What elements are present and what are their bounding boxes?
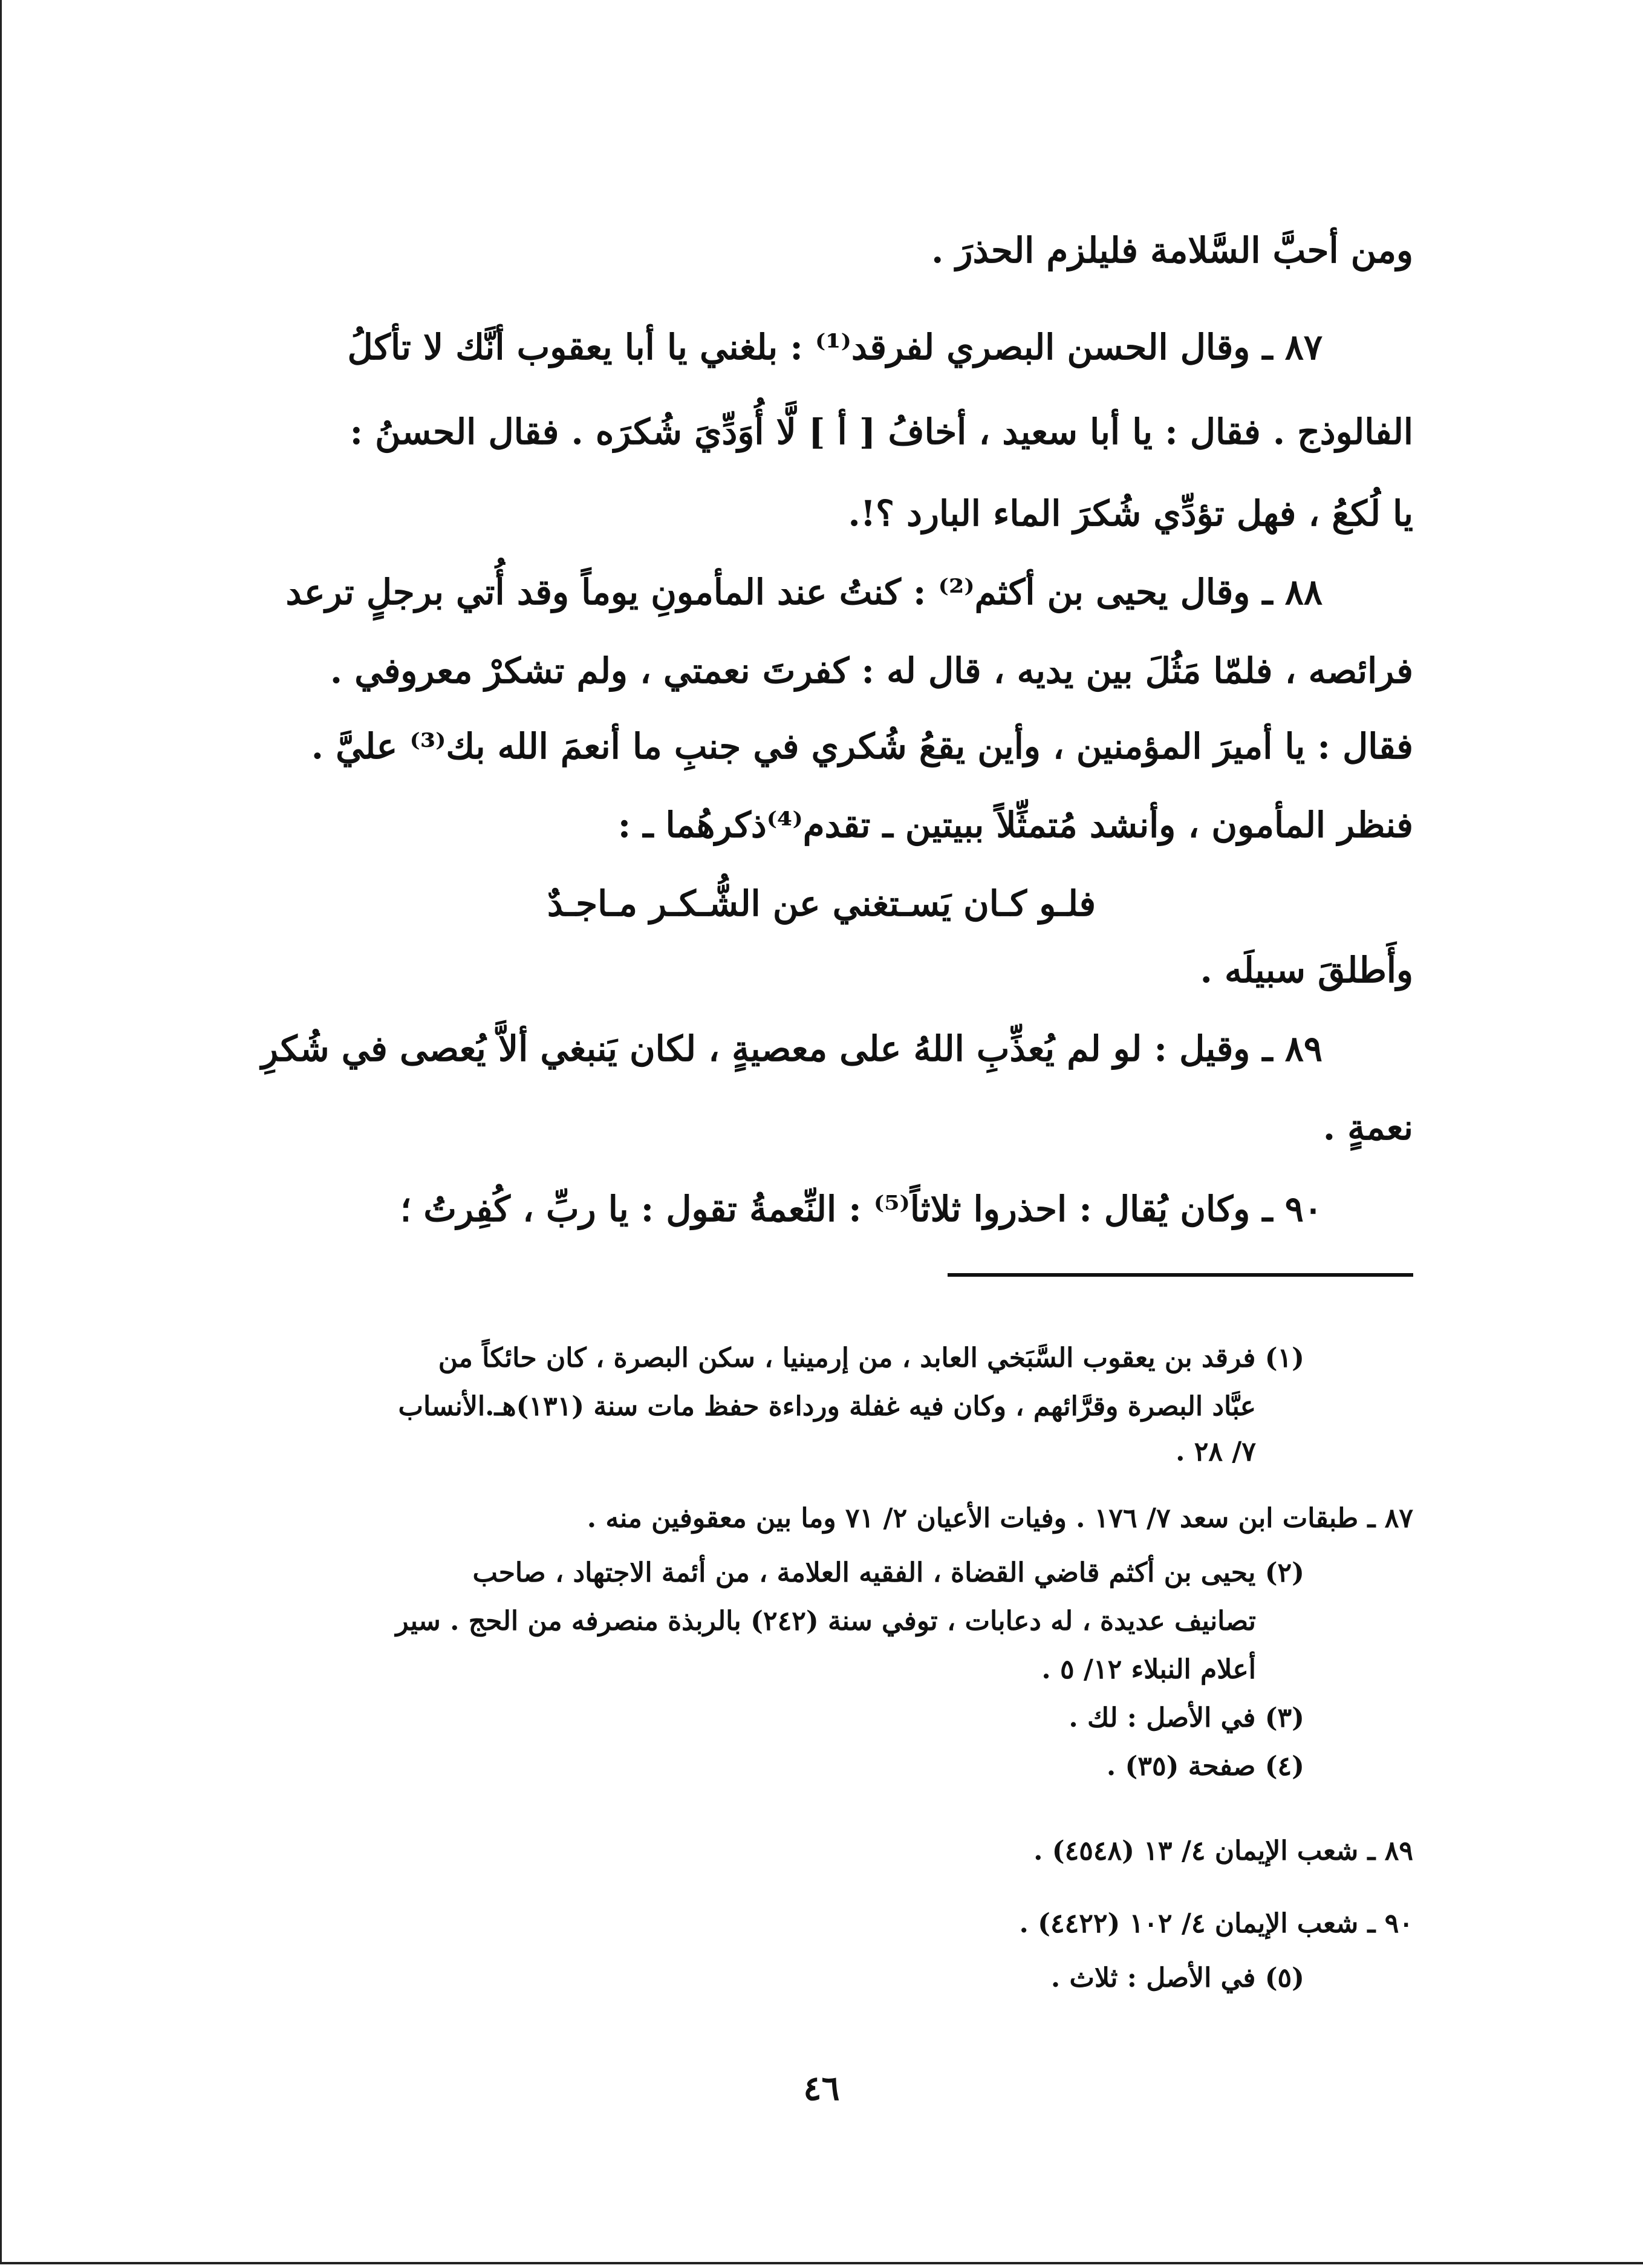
body-line: ومن أحبَّ السَّلامة فليلزم الحذرَ . (931, 230, 1413, 271)
body-line: فقال : يا أميرَ المؤمنين ، وأين يقعُ شُكري في جنبِ ما أنعمَ الله بك⁽³⁾ عليَّ . (311, 726, 1413, 767)
body-line: فرائصه ، فلمّا مَثُلَ بين يديه ، قال له : كفرتَ نعمتي ، ولم تشكرْ معروفي . (330, 650, 1413, 691)
footnote-line: (١) فرقد بن يعقوب السَّبَخي العابد ، من إرمينيا ، سكن البصرة ، كان حائكاً من (438, 1343, 1304, 1374)
footnote-line: (٤) صفحة (٣٥) . (1106, 1751, 1304, 1782)
footnote-line: ٧/ ٢٨ . (1176, 1436, 1256, 1467)
footnote-line: ٨٧ ـ طبقات ابن سعد ٧/ ١٧٦ . وفيات الأعيان ٢/ ٧١ وما بين معقوفين منه . (587, 1503, 1413, 1534)
body-line: ٨٧ ـ وقال الحسن البصري لفرقد⁽¹⁾ : بلغني يا أبا يعقوب أنَّك لا تأكلُ (347, 327, 1323, 368)
scan-border-left (0, 0, 2, 2264)
footnote-line: تصانيف عديدة ، له دعابات ، توفي سنة (٢٤٢) بالربذة منصرفه من الحج . سير (395, 1606, 1256, 1637)
body-line: نعمةٍ . (1323, 1107, 1413, 1148)
body-line: ٨٩ ـ وقيل : لو لم يُعذِّبِ اللهُ على معصيةٍ ، لكان يَنبغي ألاَّ يُعصى في شُكرِ (261, 1028, 1323, 1069)
body-line: ٨٨ ـ وقال يحيى بن أكثم⁽²⁾ : كنتُ عند المأمونِ يوماً وقد أُتي برجلٍ ترعد (285, 572, 1323, 613)
footnote-line: ٨٩ ـ شعب الإيمان ٤/ ١٣ (٤٥٤٨) . (1033, 1836, 1413, 1866)
footnote-line: عبَّاد البصرة وقرَّائهم ، وكان فيه غفلة ورداءة حفظ مات سنة (١٣١)هـ.الأنساب (398, 1391, 1256, 1422)
body-line: يا لُكعُ ، فهل تؤدِّي شُكرَ الماء البارد ؟!. (848, 493, 1413, 534)
footnote-separator (948, 1273, 1413, 1277)
body-line: ٩٠ ـ وكان يُقال : احذروا ثلاثاً⁽⁵⁾ : النِّعمةُ تقول : يا ربِّ ، كُفِرتُ ؛ (400, 1188, 1323, 1230)
scan-border-bottom (0, 2262, 1643, 2264)
body-line: الفالوذج . فقال : يا أبا سعيد ، أخافُ [ أ ] لَّا أُوَدِّيَ شُكرَه . فقال الحسنُ : (350, 411, 1413, 452)
footnote-line: أعلام النبلاء ١٢/ ٥ . (1041, 1654, 1256, 1685)
poem-verse: فلـو كـان يَسـتغني عن الشُّـكـر مـاجـدٌ (547, 883, 1096, 924)
footnote-line: (٣) في الأصل : لك . (1069, 1703, 1304, 1733)
footnote-line: ٩٠ ـ شعب الإيمان ٤/ ١٠٢ (٤٤٢٢) . (1019, 1908, 1413, 1939)
page-number: ٤٦ (803, 2068, 840, 2108)
body-line: وأَطلقَ سبيلَه . (1200, 950, 1413, 991)
body-line: فنظر المأمون ، وأنشد مُتمثِّلاً ببيتين ـ تقدم⁽⁴⁾ذكرهُما ـ : (617, 804, 1413, 846)
footnote-line: (٥) في الأصل : ثلاث . (1050, 1963, 1304, 1993)
footnote-line: (٢) يحيى بن أكثم قاضي القضاة ، الفقيه العلامة ، من أئمة الاجتهاد ، صاحب (472, 1557, 1304, 1588)
